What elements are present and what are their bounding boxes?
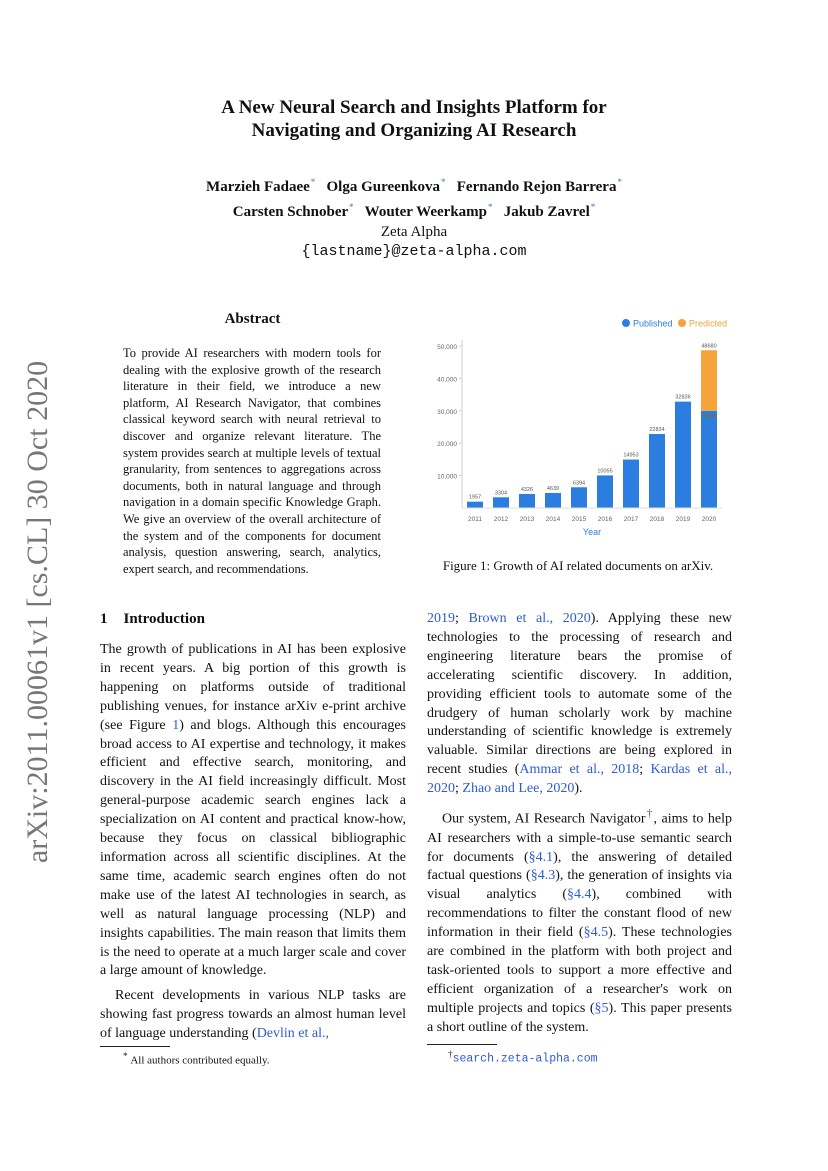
- y-tick-label: 30,000: [437, 408, 457, 416]
- equal-contribution-mark: *: [310, 177, 316, 187]
- x-tick-label: 2015: [571, 516, 587, 523]
- y-tick-label: 40,000: [437, 376, 457, 384]
- title-line-1: A New Neural Search and Insights Platform for: [221, 97, 607, 118]
- x-axis-label: Year: [582, 527, 602, 537]
- citation-link[interactable]: Kardas et al., 2020: [427, 762, 732, 797]
- legend-marker-predicted: [678, 319, 686, 327]
- paper-title: [0, 96, 828, 142]
- paragraph: Our system, AI Research Navigator†, aims to help AI researchers with a simple-to-use semantic search for documents (§4.1), the answering of detailed factual questions (§4.3), the generation of insights via visual analytics (§4.4), combined with recommendations to filter the constant flood of new information in their field (§4.5). These technologies are combined in the platform with both project and task-oriented tools to support a more effective and efficient organization of a researcher's work on multiple projects and topics (§5). This paper presents a short outline of the system.: [427, 807, 732, 1035]
- section-number: 1: [100, 611, 108, 627]
- growth-bar-chart: [420, 312, 740, 542]
- author-name: Jakub Zavrel: [503, 204, 590, 220]
- author-name: Wouter Weerkamp: [364, 204, 487, 220]
- footnote-url-link[interactable]: search.zeta-alpha.com: [452, 1052, 598, 1066]
- x-tick-label: 2012: [493, 516, 509, 523]
- bar-published: [545, 493, 561, 508]
- equal-contribution-mark: *: [488, 202, 493, 212]
- x-tick-label: 2013: [519, 516, 535, 523]
- x-tick-label: 2016: [597, 516, 613, 523]
- bar-published: [493, 497, 509, 508]
- affiliation: Zeta Alpha: [380, 224, 448, 240]
- citation-link[interactable]: Zhao and Lee, 2020: [462, 781, 575, 797]
- bar-value-label: 22834: [649, 427, 665, 434]
- x-tick-label: 2018: [649, 516, 665, 523]
- citation-link[interactable]: 2019: [427, 611, 455, 626]
- y-tick-label: 10,000: [437, 473, 457, 481]
- bar-value-label: 4326: [520, 486, 534, 493]
- x-tick-label: 2014: [545, 516, 561, 523]
- legend-marker-published: [622, 319, 630, 327]
- author-name: Fernando Rejon Barrera: [456, 179, 617, 195]
- section-ref-link[interactable]: §4.5: [583, 925, 609, 941]
- y-tick-label: 50,000: [437, 344, 457, 351]
- section-ref-link[interactable]: §4.3: [530, 868, 556, 884]
- section-ref-link[interactable]: §4.4: [567, 887, 592, 903]
- bar-predicted: [701, 350, 717, 411]
- x-tick-label: 2011: [468, 516, 482, 523]
- bar-total-label: 48680: [701, 343, 717, 350]
- legend-label-predicted: Predicted: [689, 318, 728, 329]
- bar-published: [571, 487, 587, 508]
- abstract-heading: Abstract: [224, 311, 281, 327]
- bar-published: [675, 402, 691, 508]
- section-title: Introduction: [123, 611, 205, 627]
- footnote-right: [448, 1049, 598, 1066]
- bar-value-label: 10055: [597, 468, 613, 475]
- citation-link[interactable]: Brown et al., 2020: [468, 611, 591, 626]
- footnote-mark: *: [123, 1051, 128, 1061]
- bar-value-label: 6394: [572, 480, 586, 487]
- section-heading: [100, 611, 205, 628]
- footnote-rule: [427, 1044, 497, 1045]
- left-column: [100, 641, 406, 1044]
- bar-value-label: 32836: [675, 394, 691, 401]
- email-address: {lastname}@zeta-alpha.com: [301, 243, 527, 260]
- footnote-left: * All authors contributed equally.: [123, 1051, 270, 1067]
- author-name: Carsten Schnober: [232, 204, 349, 220]
- section-ref-link[interactable]: §5: [594, 1000, 609, 1016]
- equal-contribution-mark: *: [441, 177, 446, 187]
- footnote-mark: †: [448, 1049, 453, 1059]
- bar-published: [597, 475, 613, 508]
- citation-link[interactable]: Devlin et al.,: [256, 1026, 329, 1042]
- paragraph: 2019; Brown et al., 2020). Applying these new technologies to the processing of research and engineering literature bears the promise of accelerating scientific discovery. In addition, providing efficient tools to automate some of the drudgery of human scholarly work by machine understanding of scientific knowledge is extremely valuable. Similar directions are being explored in recent studies (Ammar et al., 2018; Kardas et al., 2020; Zhao and Lee, 2020).: [427, 611, 733, 797]
- right-column: [427, 610, 732, 1038]
- author-name: Marzieh Fadaee: [206, 179, 310, 195]
- author-row-2: [0, 197, 828, 222]
- legend-label-published: Published: [633, 318, 673, 329]
- author-block: [0, 172, 828, 262]
- bar-value-label: 29988: [701, 413, 717, 420]
- author-row-1: [0, 172, 828, 197]
- footnote-mark[interactable]: †: [645, 807, 654, 821]
- bar-published: [467, 502, 483, 508]
- abstract-text: To provide AI researchers with modern tools for dealing with the explosive growth of the research literature in their field, we introduce a new platform, AI Research Navigator, that combines classical keyword search with neural retrieval to discover and organize relevant literature. The system provides search at multiple levels of textual granularity, from sentences to aggregations across documents, both in natural language and through navigation in a domain specific Knowledge Graph. We give an overview of the overall architecture of the system and of the components for document analysis, question answering, search, analytics, expert search, and recommendations.: [123, 346, 381, 576]
- paragraph: The growth of publications in AI has been explosive in recent years. A big portion of this growth is happening on platforms outside of traditional publishing venues, for instance arXiv e-print archive (see Figure 1) and blogs. Although this encourages broad access to AI expertise and technology, it makes efficient and effective search, monitoring, and discovery in the AI field increasingly difficult. Most general-purpose academic search engines lack a specialization on AI content and practical know-how, because they focus on classical bibliographic information across all scientific disciplines. At the same time, academic search engines often do not make use of the latest AI technologies in search, as well as natural language processing (NLP) and insights capabilities. The main reason that limits them is the need to operate at a much larger scale and cover a large amount of knowledge.: [100, 642, 406, 979]
- equal-contribution-mark: *: [349, 202, 354, 212]
- x-tick-label: 2017: [623, 516, 639, 523]
- figure-1: [420, 312, 740, 542]
- bar-published: [701, 411, 717, 508]
- arxiv-stamp: arXiv:2011.00061v1 [cs.CL] 30 Oct 2020: [21, 360, 54, 864]
- bar-published: [649, 434, 665, 508]
- bar-published: [623, 460, 639, 508]
- citation-link[interactable]: Ammar et al., 2018: [519, 762, 640, 778]
- figure-ref-link[interactable]: 1: [172, 717, 180, 733]
- equal-contribution-mark: *: [590, 202, 596, 212]
- x-tick-label: 2019: [675, 516, 691, 523]
- figure-caption: Figure 1: Growth of AI related documents on arXiv.: [442, 558, 714, 573]
- equal-contribution-mark: *: [617, 177, 622, 187]
- author-name: Olga Gureenkova: [326, 179, 440, 195]
- bar-published: [519, 494, 535, 508]
- footnote-rule: [100, 1046, 170, 1047]
- bar-value-label: 3304: [494, 490, 508, 497]
- bar-value-label: 4639: [546, 485, 560, 492]
- bar-value-label: 1957: [468, 494, 482, 501]
- paragraph: Recent developments in various NLP tasks are showing fast progress towards an almost human level of language understanding (Devlin et al.,: [100, 988, 406, 1042]
- bar-value-label: 14953: [623, 452, 639, 459]
- section-ref-link[interactable]: §4.1: [528, 849, 554, 865]
- y-tick-label: 20,000: [437, 441, 457, 449]
- title-line-2: Navigating and Organizing AI Research: [251, 120, 577, 141]
- x-tick-label: 2020: [701, 516, 717, 523]
